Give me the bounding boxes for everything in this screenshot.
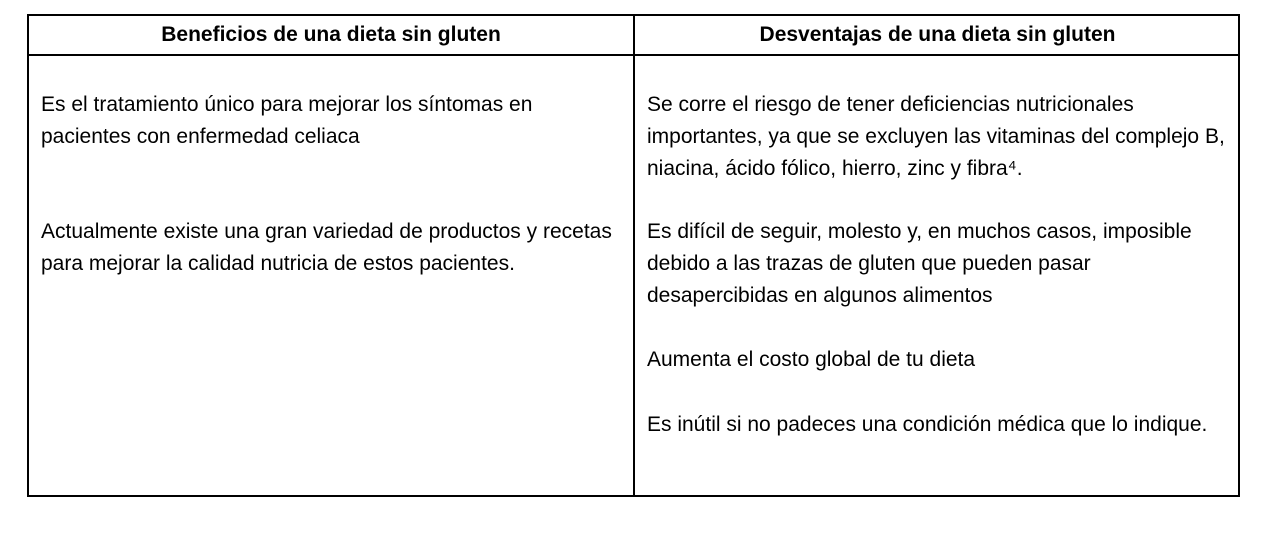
disadvantage-item: Se corre el riesgo de tener deficiencias nutricionales importantes, ya que se excluyen las vitaminas del complejo B, niacina, ácido fólico, hierro, zinc y fibra⁴. [647,93,1225,180]
benefit-item: Actualmente existe una gran variedad de productos y recetas para mejorar la calidad nutricia de estos pacientes. [41,220,612,275]
header-benefits: Beneficios de una dieta sin gluten [161,23,501,46]
header-disadvantages: Desventajas de una dieta sin gluten [759,23,1116,46]
disadvantage-item: Aumenta el costo global de tu dieta [647,348,976,371]
benefit-item: Es el tratamiento único para mejorar los síntomas en pacientes con enfermedad celiaca [41,93,533,148]
disadvantages-cell [647,56,1227,495]
column-divider [633,16,635,495]
disadvantage-item: Es inútil si no padeces una condición médica que lo indique. [647,413,1208,436]
comparison-table [27,14,1240,497]
disadvantage-item: Es difícil de seguir, molesto y, en muchos casos, imposible debido a las trazas de gluten que pueden pasar desapercibidas en algunos alimentos [647,220,1192,307]
benefits-cell [41,56,626,495]
